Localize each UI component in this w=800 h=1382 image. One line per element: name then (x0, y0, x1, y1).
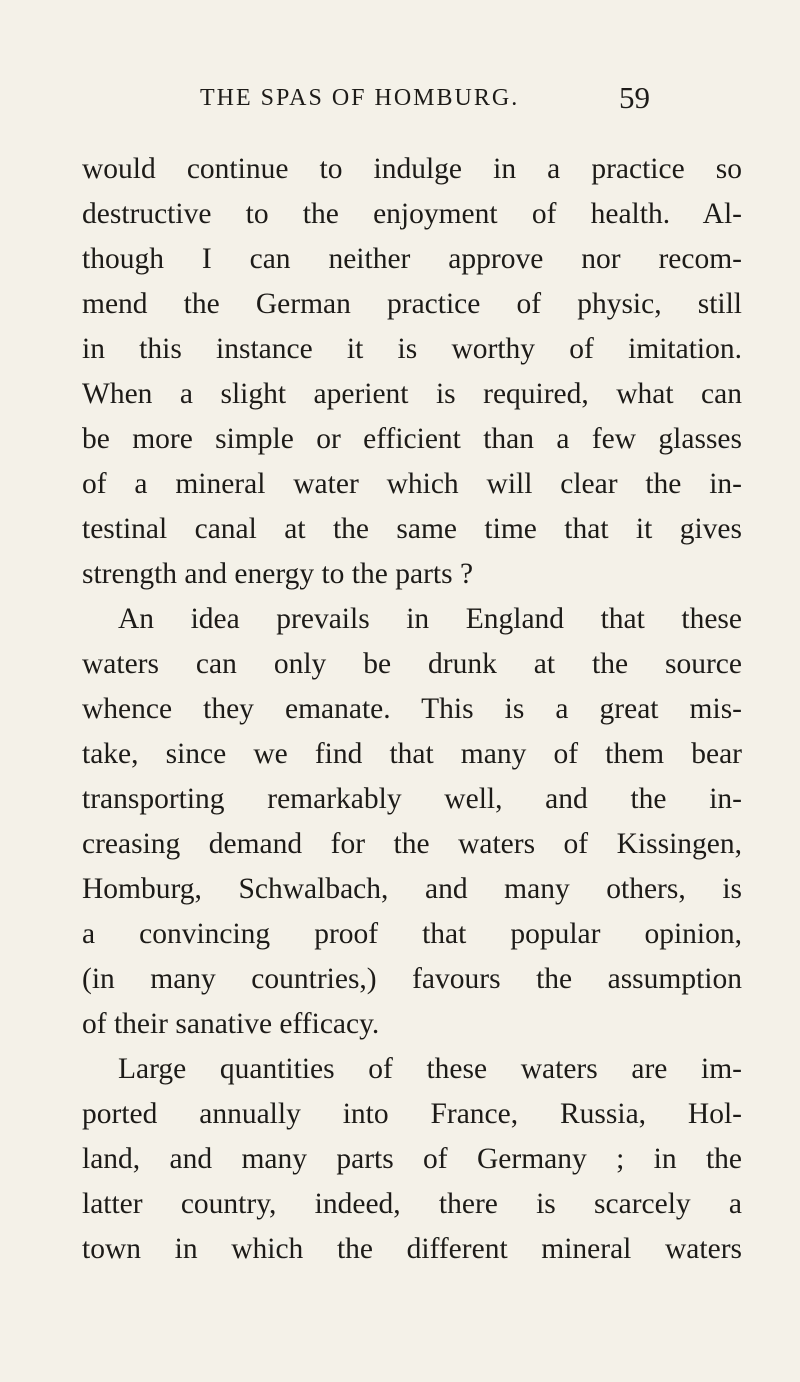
text-line: would continue to indulge in a practice so (82, 153, 742, 185)
page-number: 59 (619, 80, 650, 115)
text-line: transporting remarkably well, and the in- (82, 783, 742, 815)
body-text (82, 147, 742, 1272)
text-line: of their sanative efficacy. (82, 1008, 380, 1040)
text-line: Homburg, Schwalbach, and many others, is (82, 873, 742, 905)
text-line: whence they emanate. This is a great mis- (82, 693, 742, 725)
text-line: strength and energy to the parts ? (82, 558, 474, 590)
text-line: An idea prevails in England that these (118, 603, 742, 635)
text-line: (in many countries,) favours the assumption (82, 963, 742, 995)
page-header (0, 78, 800, 118)
text-line: be more simple or efficient than a few glasses (82, 423, 742, 455)
text-line: mend the German practice of physic, still (82, 288, 742, 320)
text-line: waters can only be drunk at the source (82, 648, 742, 680)
text-line: of a mineral water which will clear the in- (82, 468, 742, 500)
text-line: creasing demand for the waters of Kissingen, (82, 828, 742, 860)
text-line: destructive to the enjoyment of health. Al- (82, 198, 742, 230)
text-line: ported annually into France, Russia, Hol- (82, 1098, 742, 1130)
text-line: When a slight aperient is required, what can (82, 378, 742, 410)
text-line: Large quantities of these waters are im- (118, 1053, 742, 1085)
text-line: land, and many parts of Germany ; in the (82, 1143, 742, 1175)
running-head: THE SPAS OF HOMBURG. (200, 85, 520, 111)
text-line: a convincing proof that popular opinion, (82, 918, 742, 950)
text-line: testinal canal at the same time that it gives (82, 513, 742, 545)
text-line: though I can neither approve nor recom- (82, 243, 742, 275)
text-line: in this instance it is worthy of imitation. (82, 333, 742, 365)
text-line: take, since we find that many of them bear (82, 738, 742, 770)
text-line: town in which the different mineral waters (82, 1233, 742, 1265)
text-line: latter country, indeed, there is scarcely a (82, 1188, 742, 1220)
